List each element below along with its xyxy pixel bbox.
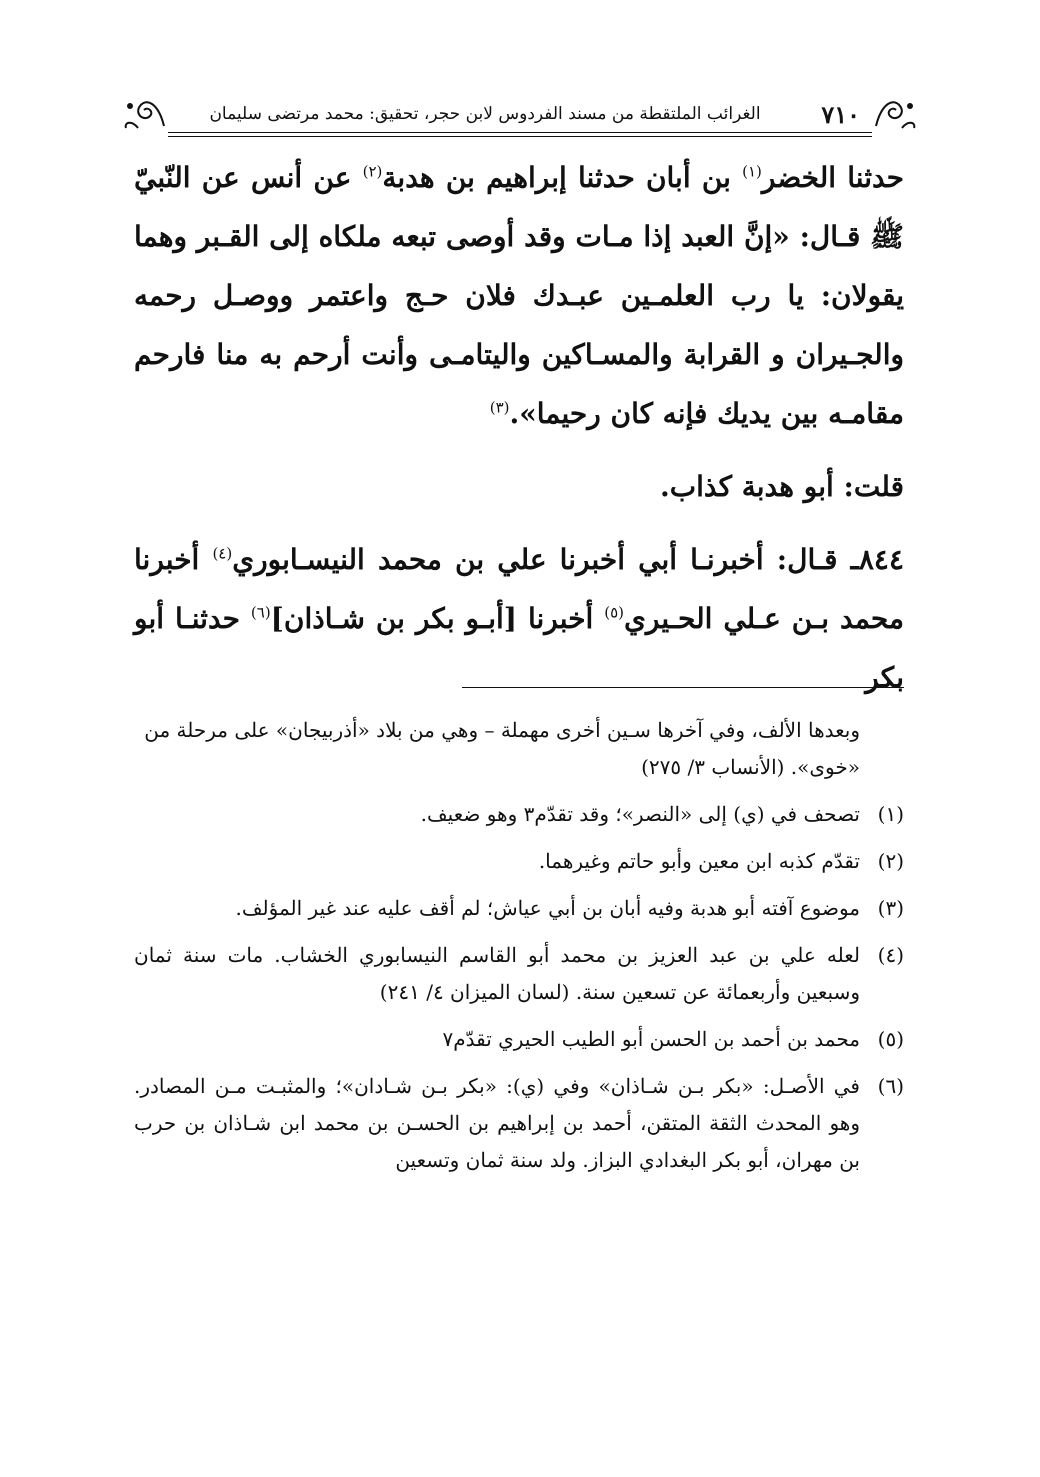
- hadith-paragraph: ٨٤٤ـ قـال: أخبرنـا أبي أخبرنا علي بن محمد النيسـابوري$^{(٤)}$ أخبرنا محمد بـن عـلي الحـيري$^{(٥)}$ أخبرنا [أبـو بكر بن شـاذان]$^{(٦)}$ حدثنـا أبو بكر: [134, 543, 905, 694]
- ornament-icon: [122, 96, 168, 132]
- main-text: [134, 148, 904, 707]
- footnote-ref: (٥): [604, 603, 624, 622]
- editor-note: قلت: أبو هدبة كذاب.: [660, 470, 904, 503]
- footnote-text: في الأصـل: «بكر بـن شـاذان» وفي (ي): «بكر بـن شـادان»؛ والمثبـت مـن المصادر. وهو المحدث الثقة المتقن، أحمد بن إبراهيم بن الحسـن بن محمد ابن شـاذان بن حرب بن مهران، أبو بكر البغدادي البزاز. ولد سنة ثمان وتسعين: [134, 1074, 860, 1172]
- footnote: [134, 1068, 904, 1179]
- footnote-number: (٤): [877, 943, 904, 967]
- footnote: [134, 937, 904, 1011]
- footnote: [134, 890, 904, 927]
- footnote-continuation: وبعدها الألف، وفي آخرها سـين أخرى مهملة – وهي من بلاد «أذربيجان» على مرحلة من «خوى». (الأنساب ٣/ ٢٧٥): [144, 718, 860, 779]
- footnote-ref: (١): [742, 162, 762, 181]
- footnote-ref: (٣): [489, 398, 510, 417]
- page-number: ٧١٠: [821, 100, 860, 129]
- footnotes: [134, 712, 904, 1179]
- ornament-icon: [872, 96, 918, 132]
- footnote-number: (٢): [877, 849, 904, 873]
- footnote-ref: (٦): [250, 603, 271, 622]
- footnote-number: (٣): [877, 896, 904, 920]
- footnote-text: لعله علي بن عبد العزيز بن محمد أبو القاسم النيسابوري الخشاب. مات سنة ثمان وسبعين وأربعمائة عن تسعين سنة. (لسان الميزان ٤/ ٢٤١): [134, 943, 860, 1004]
- header-rule: [168, 136, 872, 137]
- footnote-text: محمد بن أحمد بن الحسن أبو الطيب الحيري تقدّم٧: [442, 1027, 860, 1051]
- footnote-text: تقدّم كذبه ابن معين وأبو حاتم وغيرهما.: [538, 849, 860, 873]
- footnote-separator: [462, 687, 904, 688]
- footnote: [134, 843, 904, 880]
- hadith-paragraph: حدثنا الخضر$^{(١)}$ بن أبان حدثنا إبراهيم بن هدبة$^{(٢)}$ عن أنس عن النّبيّ ﷺ قـال: «إنَّ العبد إذا مـات وقد أوصى تبعه ملكاه إلى القـبر وهما يقولان: يا رب العلمـين عبـدك فلان حـج واعتمر ووصـل رحمه والجـيران و القرابة والمسـاكين واليتامـى وأنت أرحم به منا فارحم مقامـه بين يديك فإنه كان رحيما».$^{(٣)}$: [134, 161, 904, 430]
- footnote-text: موضوع آفته أبو هدبة وفيه أبان بن أبي عياش؛ لم أقف عليه عند غير المؤلف.: [235, 896, 860, 920]
- footnote-number: (١): [877, 802, 904, 826]
- footnote-number: (٦): [877, 1074, 904, 1098]
- footnote-text: تصحف في (ي) إلى «النصر»؛ وقد تقدّم٣ وهو ضعيف.: [420, 802, 860, 826]
- footnote-ref: (٤): [212, 544, 233, 563]
- page-header: [130, 96, 910, 136]
- footnote-number: (٥): [877, 1027, 904, 1051]
- footnote: [134, 1021, 904, 1058]
- footnote: [134, 796, 904, 833]
- header-rule: [168, 132, 872, 133]
- running-title: الغرائب الملتقطة من مسند الفردوس لابن حجر، تحقيق: محمد مرتضى سليمان: [209, 104, 761, 124]
- footnote-ref: (٢): [362, 162, 383, 181]
